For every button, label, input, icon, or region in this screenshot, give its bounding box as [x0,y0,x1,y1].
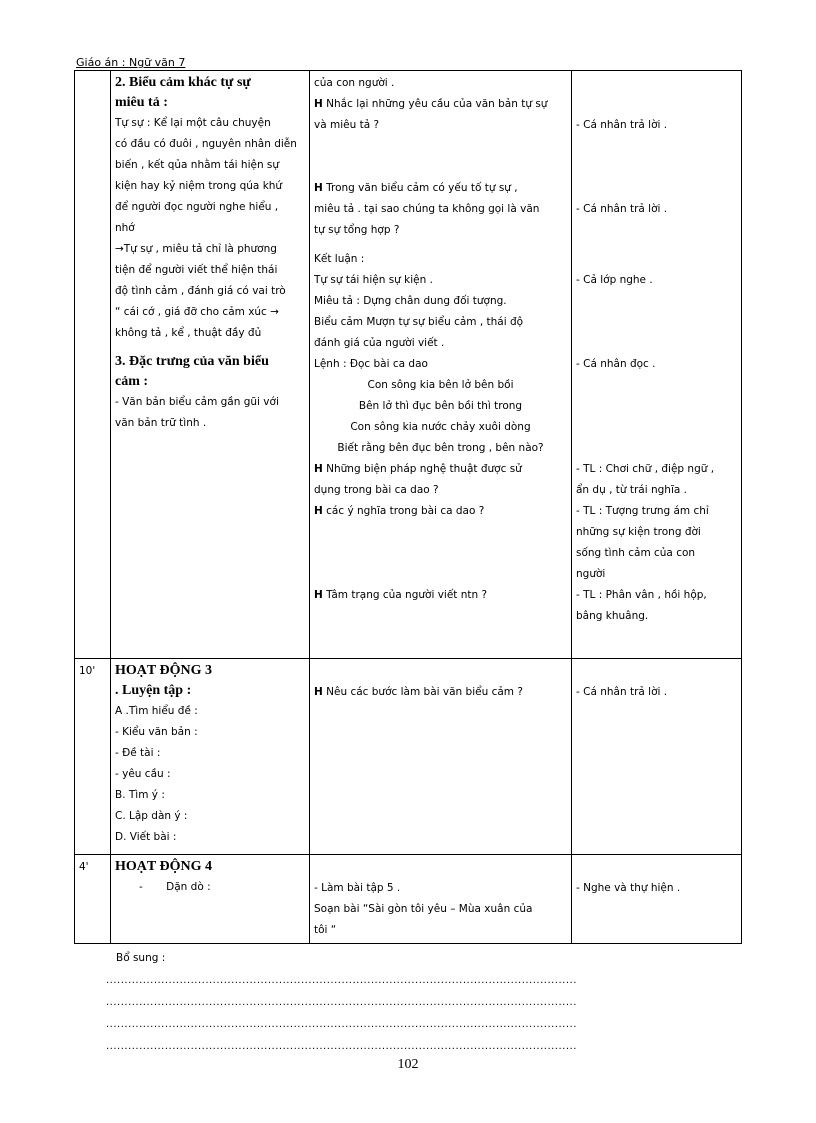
student-cell [572,855,742,944]
h-mark: H [314,686,323,698]
text-line: - Kiểu văn bản : [115,726,198,738]
question-text: Tâm trạng của người viết ntn ? [326,589,488,601]
text-line: - Dặn dò : [139,881,211,893]
page-number: 102 [397,1057,419,1072]
answer-line: - Cá nhân trả lời . [576,119,668,131]
content-cell [111,71,310,659]
content-cell [111,855,310,944]
section-heading: miêu tả : [115,95,168,110]
text-line: nhớ [115,222,135,234]
h-mark: H [314,182,323,194]
teacher-cell [310,855,572,944]
text-line: Soạn bài “Sài gòn tôi yêu – Mùa xuân của [314,903,533,915]
text-line: “ cái cớ , giá đỡ cho cảm xúc → [115,306,279,318]
question-text: các ý nghĩa trong bài ca dao ? [326,505,485,517]
text-line: tự sự tổng hợp ? [314,224,400,236]
text-line: Kết luận : [314,253,365,265]
h-mark: H [314,98,323,110]
section-heading: 2. Biểu cảm khác tự sự [115,75,251,90]
student-cell [572,659,742,855]
teacher-cell [310,659,572,855]
text-line: kiện hay kỷ niệm trong qúa khứ [115,180,283,192]
text-line: Biểu cảm Mượn tự sự biểu cảm , thái độ [314,316,524,328]
section-heading: . Luyện tập : [115,683,192,698]
text-line: B. Tìm ý : [115,789,165,801]
question-text: Nhắc lại những yêu cầu của văn bản tự sự [326,98,548,110]
answer-line: bâng khuâng. [576,610,649,622]
answer-line: - Nghe và thự hiện . [576,882,681,894]
question-line [314,501,567,522]
text-line: có đầu có đuôi , nguyên nhân diễn [115,138,297,150]
poem-line: Con sông kia bên lở bên bồi [367,379,514,391]
answer-line: - Cả lớp nghe . [576,274,653,286]
poem-line: Biết rằng bên đục bên trong , bên nào? [337,442,544,454]
text-line: Lệnh : Đọc bài ca dao [314,358,428,370]
text-line: văn bản trữ tình . [115,417,207,429]
answer-line: người [576,568,606,580]
content-cell [111,659,310,855]
h-mark: H [314,505,323,517]
text-line: D. Viết bài : [115,831,177,843]
text-line: dụng trong bài ca dao ? [314,484,439,496]
text-line: - Đề tài : [115,747,161,759]
doc-header: Giáo án : Ngữ văn 7 [76,56,186,69]
text-line: để người đọc người nghe hiểu , [115,201,279,213]
text-line: đánh giá của người viết . [314,337,445,349]
teacher-cell [310,71,572,659]
lesson-table [74,70,742,944]
question-text: Trong văn biểu cảm có yếu tố tự sự , [326,182,518,194]
text-line: Tự sự : Kể lại một câu chuyện [115,117,271,129]
poem-line: Con sông kia nước chảy xuôi dòng [350,421,531,433]
h-mark: H [314,589,323,601]
text-line: không tả , kể , thuật đầy đủ [115,327,262,339]
student-cell [572,71,742,659]
text-line: Tự sự tái hiện sự kiện . [314,274,433,286]
text-line: biến , kết qủa nhằm tái hiện sự [115,159,280,171]
answer-line: - TL : Chơi chữ , điệp ngữ , [576,463,715,475]
question-line [314,94,567,115]
question-line [314,459,567,480]
answer-line: - TL : Tượng trưng ám chỉ [576,505,709,517]
time-cell [75,71,111,659]
answer-line: - TL : Phân vân , hồi hộp, [576,589,707,601]
table-row [75,855,742,944]
section-heading: HOẠT ĐỘNG 4 [115,859,212,874]
text-line: tiện để người viết thể hiện thái [115,264,278,276]
h-mark: H [314,463,323,475]
dotted-line: ................................................................................................................................ [106,975,577,986]
time-cell: 10' [75,659,111,855]
dotted-line: ................................................................................................................................ [106,1041,577,1052]
time-cell: 4' [75,855,111,944]
text-line: →Tự sự , miêu tả chỉ là phương [115,243,277,255]
bosung-label: Bổ sung : [116,952,166,964]
section-heading: cảm : [115,374,149,389]
question-line [314,682,567,703]
table-row [75,659,742,855]
section-heading: 3. Đặc trưng của văn biểu [115,354,269,369]
text-line: độ tình cảm , đánh giá có vai trò [115,285,286,297]
text-line: miêu tả . tại sao chúng ta không gọi là văn [314,203,540,215]
text-line: A .Tìm hiểu đề : [115,705,198,717]
poem-line: Bên lở thì đục bên bồi thì trong [358,400,523,412]
answer-line: - Cá nhân đọc . [576,358,656,370]
answer-line: - Cá nhân trả lời . [576,203,668,215]
text-line: tôi “ [314,924,337,936]
answer-line: sống tình cảm của con [576,547,696,559]
text-line: của con người . [314,77,395,89]
question-text: Nêu các bước làm bài văn biểu cảm ? [326,686,523,698]
question-line [314,178,567,199]
dotted-line: ................................................................................................................................ [106,997,577,1008]
text-line: - Làm bài tập 5 . [314,882,401,894]
text-line: - yêu cầu : [115,768,171,780]
answer-line: - Cá nhân trả lời . [576,686,668,698]
section-heading: HOẠT ĐỘNG 3 [115,663,212,678]
text-line: C. Lập dàn ý : [115,810,188,822]
answer-line: những sự kiện trong đời [576,526,701,538]
text-line: và miêu tả ? [314,119,380,131]
text-line: - Văn bản biểu cảm gần gũi với [115,396,279,408]
table-row [75,71,742,659]
question-line [314,585,567,606]
question-text: Những biện pháp nghệ thuật được sử [326,463,522,475]
text-line: Miêu tả : Dựng chân dung đối tượng. [314,295,507,307]
answer-line: ẩn dụ , từ trái nghĩa . [576,484,687,496]
dotted-line: ................................................................................................................................ [106,1019,577,1030]
